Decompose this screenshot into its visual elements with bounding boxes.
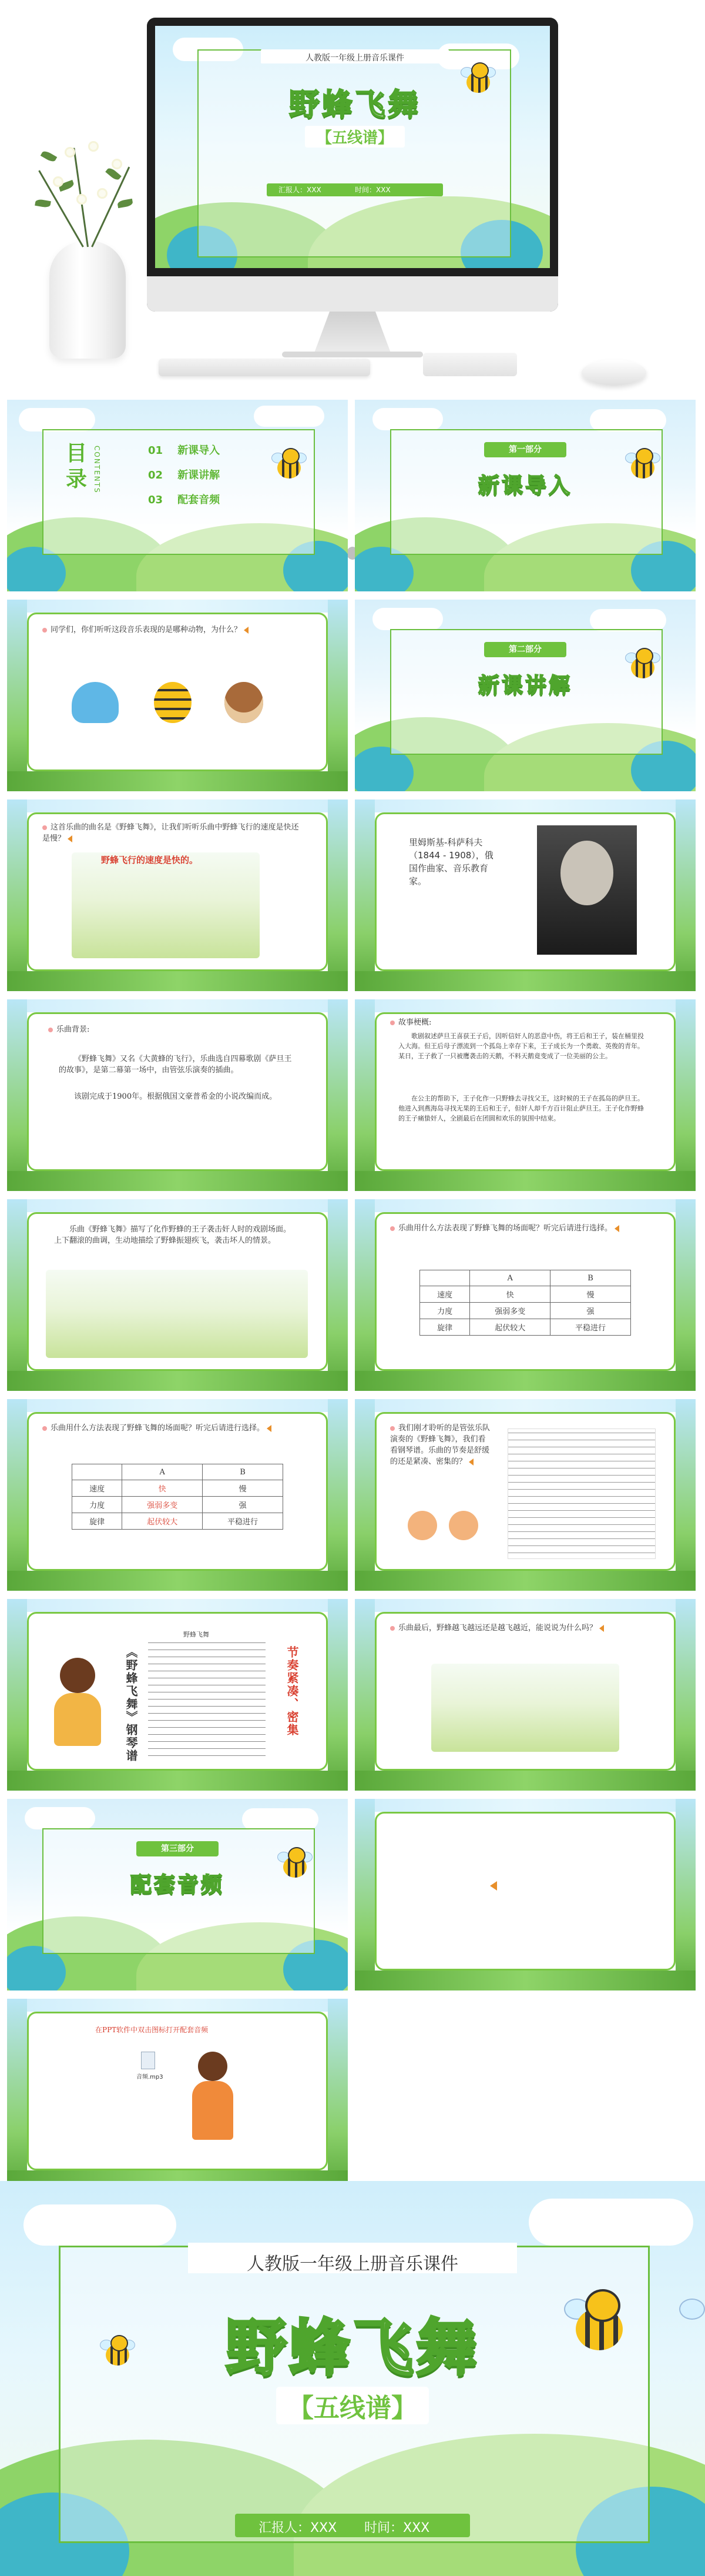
cover-course: 人教版一年级上册音乐课件: [247, 2254, 458, 2274]
speaker-icon: [68, 835, 72, 842]
screen-course: 人教版一年级上册音乐课件: [306, 53, 404, 63]
slide-animals: [7, 600, 348, 791]
toc-heading: 目录: [66, 441, 88, 491]
bee-icon: [271, 447, 307, 482]
screen-subtitle: 【五线谱】: [305, 126, 405, 148]
monkey-icon: [224, 682, 263, 723]
elephant-icon: [72, 682, 119, 723]
slide-background: [7, 999, 348, 1191]
slide-piano-question: [355, 1399, 696, 1591]
speaker-icon: [599, 1625, 604, 1632]
slide-table-question: [355, 1199, 696, 1391]
question-text: 乐曲最后，野蜂越飞越远还是越飞越近，能说说为什么吗？: [390, 1622, 637, 1634]
mouse: [582, 360, 646, 386]
bee-icon: [461, 61, 496, 96]
slide-table-answer: [7, 1399, 348, 1591]
slide-toc: [7, 400, 348, 591]
slide-audio: [355, 1799, 696, 1990]
cover-subtitle: 【五线谱】: [276, 2387, 429, 2424]
part-label: 第三部分: [136, 1841, 219, 1856]
slide-score: [7, 1599, 348, 1791]
toc-heading-en: CONTENTS: [93, 446, 101, 494]
imac-monitor: [147, 18, 558, 312]
question-text: 这首乐曲的曲名是《野蜂飞舞》，让我们听听乐曲中野蜂飞行的速度是快还是慢？: [42, 823, 299, 843]
meadow-image: [72, 852, 260, 958]
comparison-table: A B 速度 快 慢 力度 强弱多变 强 旋律 起伏较大 平稳进行: [419, 1270, 631, 1336]
part-title: 配套音频: [130, 1873, 224, 1897]
background-title: 乐曲背景:: [48, 1024, 89, 1035]
comparison-table-answer: A B 速度 快 慢 力度 强弱多变 强 旋律 起伏较大 平稳进行: [72, 1464, 283, 1530]
score-side-title: 《野蜂飞舞》钢琴谱: [124, 1646, 138, 1762]
story-title: 故事梗概:: [390, 1017, 431, 1028]
screen-time: 时间：XXX: [355, 186, 391, 194]
cover-reporter: 汇报人：XXX: [258, 2521, 337, 2535]
slide-part3: [7, 1799, 348, 1990]
score-header: 野蜂飞舞: [183, 1631, 209, 1638]
slide-part2: [355, 600, 696, 791]
speaker-icon: [244, 627, 249, 634]
speaker-icon: [615, 1225, 619, 1232]
slide-ending-question: [355, 1599, 696, 1791]
hero-mockup: [0, 0, 705, 400]
speaker-icon: [469, 1458, 474, 1466]
file-icon[interactable]: [141, 2052, 155, 2069]
story-p1: 歌剧叙述萨旦王喜获王子后，因听信奸人的恶意中伤，将王后和王子，装在桶里投入大海。但王后母子漂流到一个孤岛上幸存下来，王子成长为一个勇敢、英俊的青年。某日，王子救了一只被鹰袭击的天鹅，不料天鹅竟变成了一位美丽的公主。: [398, 1032, 644, 1060]
part-label: 第一部分: [484, 442, 566, 457]
screen-reporter: 汇报人：XXX: [278, 186, 321, 194]
cover-time: 时间：XXX: [364, 2521, 430, 2535]
question-text: 同学们，你们听听这段音乐表现的是哪种动物，为什么？: [42, 624, 301, 635]
meadow-image: [431, 1664, 619, 1752]
bee-cartoon-icon: [154, 682, 192, 723]
cover-title: 野蜂飞舞: [225, 2312, 479, 2384]
trackpad: [423, 353, 517, 376]
keyboard: [159, 359, 370, 376]
monitor-screen: [155, 26, 550, 268]
slide-scene: [7, 1199, 348, 1391]
slide-speed-question: [7, 799, 348, 991]
slide-part1: [355, 400, 696, 591]
question-text: 我们刚才聆听的是管弦乐队演奏的《野蜂飞舞》，我们看看钢琴谱。乐曲的节奏是舒缓的还是紧凑、密集的？: [390, 1424, 491, 1466]
story-p2: 在公主的帮助下，王子化作一只野蜂去寻找父王，这时候的王子在孤岛的萨旦王。他进入到燕海岛寻找无果的王后和王子，但奸人却千方百计阻止萨旦王。王子化作野蜂的王子痛蛰奸人，全剧最后在团圆和欢乐的氛围中结束。: [398, 1095, 644, 1122]
question-text: 乐曲用什么方法表现了野蜂飞舞的场面呢？听完后请进行选择。: [42, 1423, 301, 1434]
monitor-stand: [314, 312, 391, 353]
part-title: 新课导入: [478, 474, 572, 498]
bee-icon: [625, 447, 660, 482]
sheet-music: [508, 1428, 656, 1559]
background-p2: 该剧完成于1900年。根据俄国文豪普希金的小说改编而成。: [74, 1092, 277, 1101]
vase-plant: [24, 118, 153, 376]
toc-item-3[interactable]: 03 配套音频: [148, 494, 220, 506]
slide-composer: [355, 799, 696, 991]
bee-icon: [277, 1846, 313, 1881]
part-title: 新课讲解: [478, 674, 572, 698]
screen-title: 野蜂飞舞: [288, 88, 421, 123]
meadow-image: [46, 1270, 308, 1358]
scene-text: 乐曲《野蜂飞舞》描写了化作野蜂的王子袭击奸人时的戏剧场面。上下翻滚的曲调，生动地描绘了野蜂振翅疾飞，袭击坏人的情景。: [54, 1225, 291, 1245]
audio-tip: 在PPT软件中双击图标打开配套音频: [95, 2026, 209, 2034]
speaker-icon: [267, 1425, 271, 1432]
score-red-text: 节奏紧凑、密集: [285, 1646, 299, 1737]
answer-text: 野蜂飞行的速度是快的。: [101, 855, 199, 865]
composer-text: 里姆斯基-科萨科夫（1844 - 1908），俄国作曲家、音乐教育家。: [409, 837, 494, 886]
background-p1: 《野蜂飞舞》又名《大黄蜂的飞行》，乐曲选自四幕歌剧《萨旦王的故事》，是第二幕第一场中，由管弦乐演奏的插曲。: [59, 1055, 292, 1075]
bee-icon: [100, 2334, 135, 2369]
kids-illustration: [408, 1511, 484, 1558]
question-text: 乐曲用什么方法表现了野蜂飞舞的场面呢？听完后请进行选择。: [390, 1223, 649, 1234]
slide-cover-large: [0, 2181, 705, 2576]
slide-audio-file: [7, 1999, 348, 2190]
girl-flute-illustration: [189, 2052, 236, 2146]
bee-icon: [564, 2287, 705, 2428]
slide-story: [355, 999, 696, 1191]
audio-icon[interactable]: [490, 1881, 497, 1891]
part-label: 第二部分: [484, 642, 566, 657]
bee-icon: [625, 647, 660, 682]
toc-item-1[interactable]: 01 新课导入: [148, 444, 220, 457]
toc-item-2[interactable]: 02 新课讲解: [148, 469, 220, 481]
sheet-music: [148, 1639, 266, 1757]
audio-file-name[interactable]: 音频.mp3: [136, 2074, 163, 2080]
girl-illustration: [54, 1658, 101, 1752]
